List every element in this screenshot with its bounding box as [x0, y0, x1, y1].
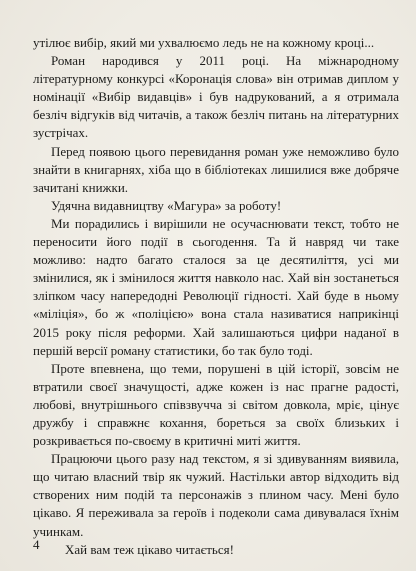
paragraph: Ми порадились і вирішили не осучаснювати текст, тобто не переносити його події в сьогодення. Та й навряд чи таке можливо: надто багато сталося за це десятиліття, усі ми змінилися, як і змінилося життя навколо нас. Хай він зостанеться зліпком часу напередодні Революції гідності. Хай буде в ньому «міліція», бо ж «поліцією» вона стала називатися наприкінці 2015 року після реформи. Хай залишаються цифри наданої в першій версії роману статистики, бо так було тоді.	[33, 215, 399, 358]
paragraph: Роман народився у 2011 році. На міжнародному літературному конкурсі «Коронація слова» він отримав диплом у номінації «Вибір видавців» і був надрукований, а я отримала безліч відгуків від читачів, а також безліч питань на літературних зустрічах.	[33, 53, 399, 141]
body-text	[33, 34, 399, 559]
paragraph: Перед появою цього перевидання роман уже неможливо було знайти в книгарнях, хіба що в бібліотеках лишилися вже добряче зачитані книжки.	[33, 143, 399, 195]
page-number: 4	[33, 537, 40, 552]
paragraph: Проте впевнена, що теми, порушені в цій історії, зовсім не втратили своєї значущості, адже кожен із нас прагне радості, любові, внутрішнього співзвучча зі світом довкола, мріє, цінує дружбу і справжнє кохання, бореться за своїх близьких і розкривається по-своєму в критичні миті життя.	[33, 360, 399, 449]
paragraph: Удячна видавництву «Магура» за роботу!	[51, 197, 282, 213]
paragraph: утілює вибір, який ми ухвалюємо ледь не на кожному кроці...	[33, 35, 375, 50]
paragraph: Працюючи цього разу над текстом, я зі здивуванням виявила, що читаю власний твір як чужий. Настільки автор відходить від створених ним подій та персонажів з плином часу. Мені було цікаво. Я переживала за героїв і подеколи сама дивувалася їхнім учинкам.	[33, 451, 399, 539]
paragraph: Хай вам теж цікаво читається!	[65, 541, 234, 557]
